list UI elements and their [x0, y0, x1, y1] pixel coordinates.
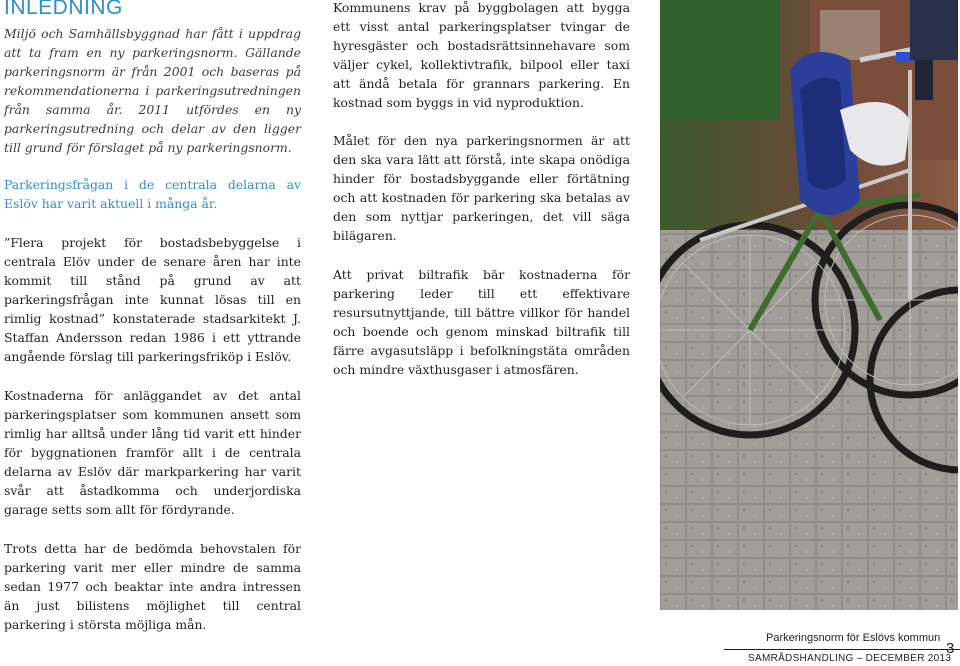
text-column-left — [4, 24, 301, 634]
bicycle-photo — [660, 0, 958, 610]
col2-paragraph-2: Målet för den nya parkeringsnormen är att den ska vara lätt att förstå, inte skapa onödiga hinder för bostadsbyggande eller förtätning och att kostnaden för parkering ska betalas av den som nyttjar parkeringen, det vill säga bilägaren. — [333, 133, 630, 243]
body-paragraph-3: Kostnaderna för anläggandet av det antal parkeringsplatser som kommunen ansett som rimlig har alltså under lång tid varit ett hinder för byggnationen framför allt i de centrala delarna av Eslöv där markparkering har varit svår att åstadkomma och underjordiska garage setts som allt för fördyrande. — [4, 388, 301, 517]
quote-paragraph: ”Flera projekt för bostadsbebyggelse i centrala Elöv under de senare åren har inte kommit till stånd på grund av att parkeringsfrågan inte kunnat lösas till en rimlig kostnad” konstaterade stadsarkitekt J. Staffan Andersson redan 1986 i ett yttrande angående förslag till parkeringsfriköp i Eslöv. — [4, 235, 301, 364]
page-heading: INLEDNING — [4, 0, 123, 19]
col2-paragraph-1: Kommunens krav på byggbolagen att bygga ett visst antal parkeringsplatser tvingar de hyresgäster och bostadsrättsinnehavare som väljer cykel, kollektivtrafik, bilpool eller taxi att ändå betala för grannars parkering. En kostnad som byggs in vid nyproduktion. — [333, 0, 630, 110]
lead-paragraph: Miljö och Samhällsbyggnad har fått i uppdrag att ta fram en ny parkeringsnorm. Gällande parkeringsnorm är från 2001 och baseras på rekommendationerna i parkeringsutredningen från samma år. 2011 utfördes en ny parkeringsutredning och delar av den ligger till grund för förslaget på ny parkeringsnorm. — [4, 26, 301, 155]
body-paragraph-4: Trots detta har de bedömda behovstalen för parkering varit mer eller mindre de samma sedan 1977 och beaktar inte andra intressen än just bilistens möjlighet till central parkering i största möjliga mån. — [4, 541, 301, 632]
footer-title: Parkeringsnorm för Eslövs kommun — [766, 632, 941, 644]
highlight-paragraph: Parkeringsfrågan i de centrala delarna av Eslöv har varit aktuell i många år. — [4, 177, 301, 211]
col2-paragraph-3: Att privat biltrafik bär kostnaderna för parkering leder till ett effektivare resursutnyttjande, till bättre villkor för handel och boende och genom minskad biltrafik till färre avgasutsläpp i befolkningstäta områden och mindre växthusgaser i atmosfären. — [333, 267, 630, 377]
footer-divider — [724, 649, 960, 650]
footer-subtitle: SAMRÅDSHANDLING – DECEMBER 2013 — [748, 653, 952, 664]
text-column-right — [333, 0, 630, 379]
page-number: 3 — [946, 640, 955, 657]
